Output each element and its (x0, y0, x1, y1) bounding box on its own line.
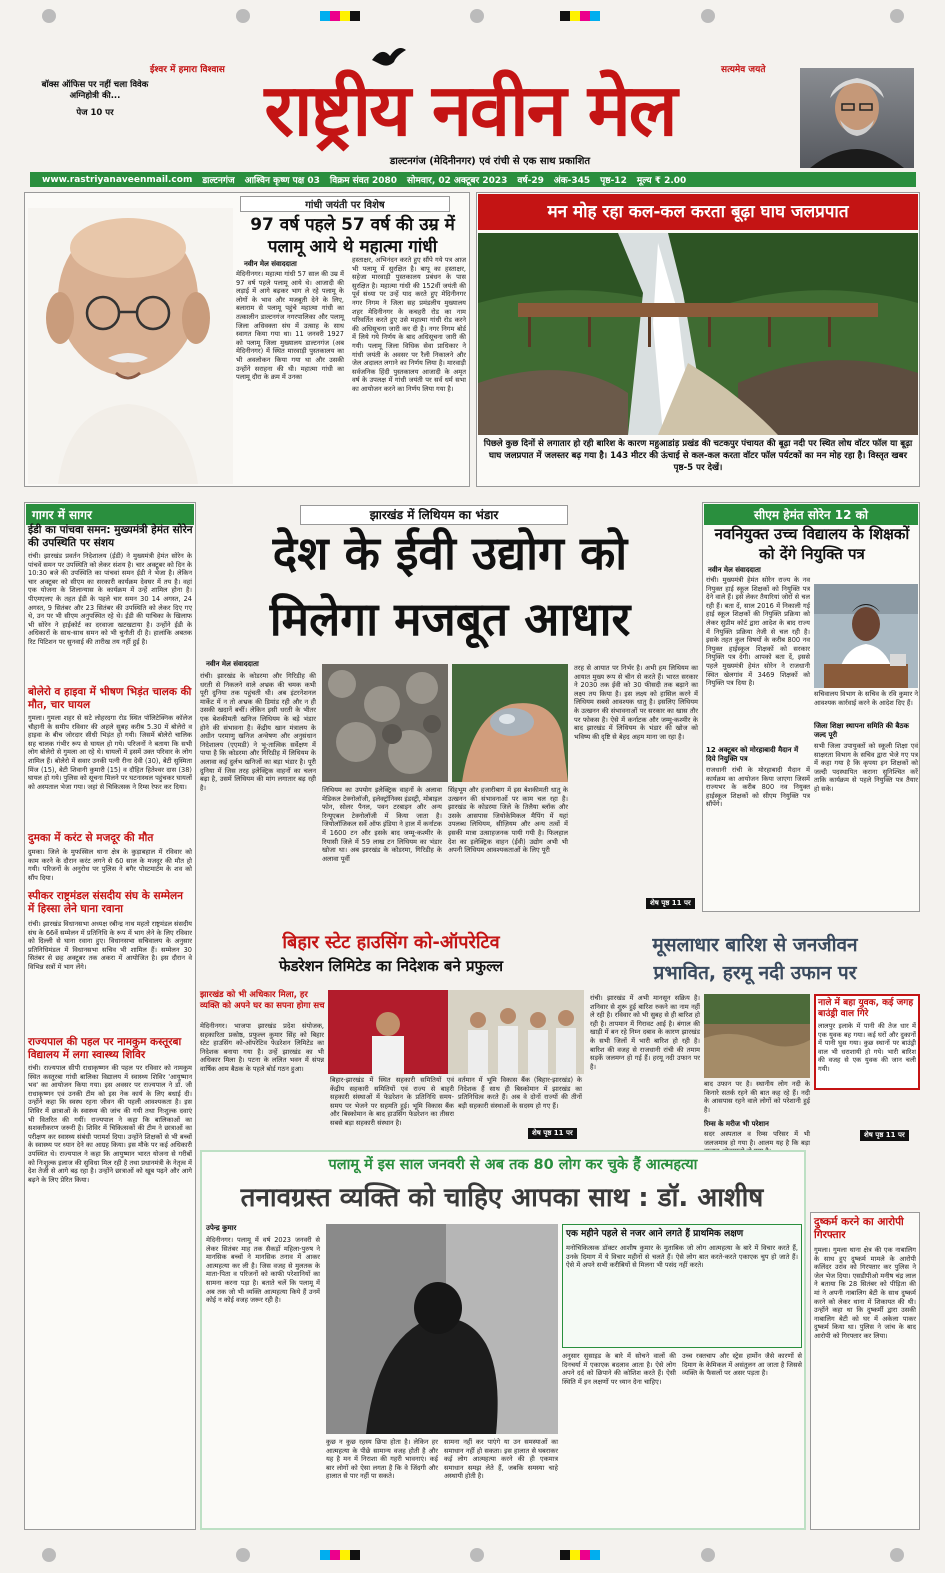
housing-subhead: झारखंड को भी अधिकार मिला, हर व्यक्ति को अपने घर का सपना होगा सच (200, 990, 325, 1011)
hemant-right-body: सचिवालय विभाग के सचिव के रवि कुमार ने आवश्यक कार्रवाई करने के आदेश दिए हैं। (814, 690, 918, 707)
brief-governor-body: रांची। राज्यपाल सीपी राधाकृष्णन की पहल पर रविवार को नामकुम स्थित कस्तूरबा गांधी बालिका विद्यालय में स्वास्थ्य शिविर 'आयुष्मान भव' का आयोजन किया गया। इस अवसर पर राज्यपाल ने डॉ. जी राधाकृष्णन एवं उनकी टीम को इस नेक कार्य के लिए बधाई दी। उन्होंने कहा कि स्वस्थ रहना जीवन की पहली आवश्यकता है। इस शिविर में छात्राओं के स्वास्थ्य की जांच की गयी तथा निःशुल्क दवाएं भी वितरित की गयीं। राज्यपाल ने कहा कि बालिकाओं का सशक्तीकरण जरूरी है। शिविर में चिकित्सकों की टीम ने छात्राओं का परीक्षण कर स्वास्थ्य संबंधी परामर्श दिया। उन्होंने शिक्षकों से भी बच्चों के स्वास्थ्य पर ध्यान देने का आग्रह किया। इस मौके पर कई अधिकारी उपस्थित थे। राज्यपाल ने कहा कि आयुष्मान भारत योजना से गरीबों को निःशुल्क इलाज की सुविधा मिल रही है तथा प्रधानमंत्री के नेतृत्व में देश तेजी से आगे बढ़ रहा है। उन्होंने छात्राओं को खूब पढ़ने और आगे बढ़ने के लिए प्रेरित किया। (28, 1064, 192, 1184)
waterfall-headline: मन मोह रहा कल-कल करता बूढ़ा घाघ जलप्रपात (478, 194, 918, 230)
brief-ed-summons-headline: ईडी का पांचवा समन: मुख्यमंत्री हेमंत सोरेन की उपस्थिति पर संशय (28, 524, 193, 549)
suicide-body4: अनुसार सुसाइड के बारे में सोचने वालों की दिनचर्या में एकाएक बदलाव आता है। ऐसे लोग अपने दर्द को छिपाने की कोशिश करते हैं। ऐसी स्थिति में इन लक्षणों पर ध्यान देना चाहिए। (562, 1352, 676, 1386)
hemant-subhead: 12 अक्टूबर को मोरहाबादी मैदान में दिये नियुक्ति पत्र (706, 746, 799, 763)
suicide-body5: उच्च रक्तचाप और स्ट्रेस हार्मोन जैसे कारणों से दिमाग के केमिकल में असंतुलन आ जाता है जिससे व्यक्ति के फैसलों पर असर पड़ता है। (682, 1352, 802, 1378)
lithium-body-col2: लिथियम का उपयोग इलेक्ट्रिक वाहनों के अलावा मेडिकल टेक्नोलॉजी, इलेक्ट्रॉनिक्स इंडस्ट्री, मोबाइल फोन, सोलर पैनल, पवन टरबाइन और अन्य रिन्यूएबल टेक्नोलॉजी में किया जाता है। जियोलॉजिकल सर्वे ऑफ इंडिया ने हाल में कर्नाटक में 1600 टन और इसके बाद जम्मू-कश्मीर के रियासी जिले में 59 लाख टन लिथियम का भंडार खोजा था। अब झारखंड के कोडरमा, गिरिडीह के अलावा पूर्वी (322, 786, 442, 863)
dateline-issue: अंक-345 (553, 176, 591, 186)
rain-flood-photo (704, 994, 810, 1078)
dateline-city: डाल्टनगंज (202, 176, 235, 186)
lithium-kicker: झारखंड में लिथियम का भंडार (300, 505, 568, 525)
housing-continued: शेष पृष्ठ 11 पर (528, 1128, 577, 1139)
registration-mark (236, 1548, 250, 1562)
gandhi-body-col2: हस्ताक्षर, अभिनंदन करते हुए सौंपे गये पत्र आज भी पलामू में सुरक्षित है। बापू का हस्ताक्षर, सहेजा मारवाड़ी पुस्तकालय प्रबंधन के पास सुरक्षित है। महात्मा गांधी की 152वीं जयंती की पूर्व संध्या पर उन्हें याद करते हुए मेदिनीनगर नगर निगम ने जिला सह प्रमंडलीय मुख्यालय शहर मेदिनीनगर के कचहरी रोड का नाम परिवर्तित करते हुए उसे महात्मा गांधी रोड करने की अधिसूचना जारी कर दी है। नगर निगम बोर्ड में लिये गये निर्णय के बाद अधिसूचना जारी की गयी। पलामू जिला विधिक सेवा प्राधिकार ने गांधी जयंती के अवसर पर रैली निकालने और जेल अदालत लगाने का निर्णय लिया है। मारवाड़ी सर्वजनिक हिंदी पुस्तकालय आजादी के अमृत वर्ष के उपलक्ष में गांधी जयंती पर सर्व धर्म सभा का आयोजन करने का निर्णय लिया गया है। (352, 256, 466, 393)
crime-headline: दुष्कर्म करने का आरोपी गिरफ्तार (814, 1216, 904, 1241)
waterfall-caption: पिछले कुछ दिनों से लगातार हो रही बारिश के कारण महुआडांड़ प्रखंड की चटकपुर पंचायत की बूढ़ा नदी पर स्थित लोध वॉटर फॉल या बूढ़ा घाघ जलप्रपात में जलस्तर बढ़ गया है। 143 मीटर की ऊंचाई से कल-कल करता वॉटर फॉल पर्यटकों का मन मोह रहा है। विस्तृत खबर पृष्ठ-5 पर देखें। (483, 439, 913, 473)
suicide-headline: तनावग्रस्त व्यक्ति को चाहिए आपका साथ : डॉ. आशीष (240, 1183, 764, 1213)
registration-mark (470, 9, 484, 23)
brief-dumka-headline: दुमका में करंट से मजदूर की मौत (28, 832, 154, 844)
left-column-section: गागर में सागर (26, 504, 194, 525)
dateline-tithi: आश्विन कृष्ण पक्ष 03 (244, 176, 320, 186)
suicide-photo (326, 1224, 558, 1434)
hemant-byline: नवीन मेल संवाददाता (708, 566, 761, 574)
suicide-byline: उपेन्द्र कुमार (206, 1224, 237, 1232)
gandhi-headline: 97 वर्ष पहले 57 वर्ष की उम्र में पलामू आये थे महात्मा गांधी (250, 215, 455, 257)
color-bar (320, 1550, 360, 1560)
housing-body1: मेदिनीनगर। भाजपा झारखंड प्रदेश संयोजक, सहकारिता प्रकोष्ठ, प्रफुल्ल कुमार सिंह को बिहार स्टेट हाउसिंग को-ऑपरेटिव फेडरेशन लिमिटेड का निदेशक बनाया गया है। उन्हें झारखंड का भी अधिकार मिला है। पटना के ललित भवन में संपन्न वार्षिक आम बैठक के पहले बोर्ड गठन हुआ। (200, 1022, 324, 1073)
registration-mark (42, 1548, 56, 1562)
brief-speaker-body: रांची। झारखंड विधानसभा अध्यक्ष रबीन्द्र नाथ महतो राष्ट्रमंडल संसदीय संघ के 66वें सम्मेलन में प्रतिनिधि के रूप में भाग लेने के लिए रविवार को दिल्ली से घाना रवाना हुए। विधानसभा सचिवालय के अनुसार प्रतिनिधिमंडल में विधानसभा सचिव भी शामिल हैं। सम्मेलन 30 सितंबर से छह अक्टूबर तक अकरा में आयोजित है। इस दौरान वे विभिन्न सत्रों में भाग लेंगे। (28, 920, 192, 971)
housing-headline-line1: बिहार स्टेट हाउसिंग को-ऑपरेटिव (282, 932, 500, 953)
housing-body2: बिहार-झारखंड में स्थित सहकारी समितियों एवं केंद्रीय सहकारी समितियों एवं राज्य से बाहरी सहकारी संस्थाओं में फेडरेशन के प्रतिनिधि समय-समय पर भेजने पर सहमति हुई। भूमि विकास बैंक और बिस्कोमान के बाद हाउसिंग फेडरेशन का तीसरा सबसे बड़ा सहकारी संस्थान है। (330, 1076, 454, 1127)
dateline-date: सोमवार, 02 अक्टूबर 2023 (407, 176, 508, 186)
lithium-body-col3: सिंहभूम और हजारीबाग में इस बेशकीमती धातु के उत्खनन की संभावनाओं पर काम चल रहा है। झारखंड के कोडरमा जिले के तिलैया ब्लॉक और उसके आसपास जियोकेमिकल मैपिंग में यहां उपलब्ध लिथियम, सीज़ियम और अन्य तत्वों में इसकी मात्रा उत्साहजनक पायी गयी है। फिलहाल देश का इलेक्ट्रिक वाहन (ईवी) उद्योग अभी भी अपनी लिथियम आवश्यकताओं के लिए पूरी (448, 786, 568, 855)
dateline-pages: पृष्ठ-12 (600, 176, 627, 186)
waterfall-photo (478, 233, 918, 435)
rain-sidebar-headline: नाले में बहा युवक, कई जगह बाउंड्री वाल गिरे (818, 998, 914, 1019)
suicide-body3: सामना नहीं कर पाएंगे या उन समस्याओं का समाधान नहीं हो सकता। इस हालात से घबराकर कई लोग आत्महत्या करने की ही एकमात्र समाधान समझ लेते हैं, जबकि समस्या चाहे अस्थायी होती है। (444, 1438, 558, 1481)
boxoffice-page: पेज 10 पर (76, 108, 114, 118)
dateline-samvat: विक्रम संवत 2080 (329, 176, 398, 186)
color-bar (560, 11, 600, 21)
hemant-section: सीएम हेमंत सोरेन 12 को (704, 504, 918, 525)
rain-sidebar-body: लालपुर इलाके में पानी की तेज धार में एक युवक बह गया। कई घरों और दुकानों में पानी घुस गया। कुछ स्थानों पर बाउंड्री वाल भी धराशायी हो गये। भारी बारिश की वजह से एक युवक की जान चली गयी। (818, 1022, 916, 1073)
gandhi-body-col1: मेदिनीनगर। महात्मा गांधी 57 साल की उम्र में 97 वर्ष पहले पलामू आये थे। आजादी की लड़ाई में आगे बढ़कर भाग ले रहे पलामू के लोगों के भाव और मजबूती देने के लिए, बलाराम से पलामू पहुंचे महात्मा गांधी का तत्कालीन डाल्टनगंज नगरपालिका और पलामू जिला अधिवक्ता संघ में उत्साह के साथ स्वागत किया गया था। 11 जनवरी 1927 को पलामू जिला मुख्यालय डाल्टनगंज (अब मेदिनीनगर) में स्थित मारवाड़ी पुस्तकालय का भी अवलोकन किया गया था और उसकी उन्होंने सराहना की थी। महात्मा गांधी का पलामू दौरा के क्रम में उनका (236, 270, 344, 382)
suicide-body2: कुछ न कुछ रहस्य छिपा होता है। लेकिन हर आत्महत्या के पीछे सामान्य वजह होती है और यह है मन में निराशा की गहरी भावनाएं। कई बार लोगों को ऐसा लगता है कि वे जिंदगी और हालात से पार नहीं पा सकते। (326, 1438, 438, 1481)
suicide-body1: मेदिनीनगर। पलामू में वर्ष 2023 जनवरी से लेकर सितंबर माह तक सैकड़ों महिला-पुरुष ने मानसिक बच्चों ने मानसिक तनाव में आकर आत्महत्या कर ली है। जिस वजह से मुलतक के माता-पिता व परिजनों को काफी परेशानियों का सामना करना पड़ा है। बताते चलें कि पलामू में अब तक जो भी व्यक्ति आत्महत्या किये हैं उनमें कोई न कोई वजह जरूर रही है। (206, 1236, 320, 1305)
brief-speaker-headline: स्पीकर राष्ट्रमंडल संसदीय संघ के सम्मेलन में हिस्सा लेने घाना रवाना (28, 890, 183, 915)
registration-mark (236, 9, 250, 23)
masthead-subtitle: डाल्टनगंज (मेदिनीनगर) एवं रांची से एक साथ प्रकाशित (389, 156, 591, 167)
gandhi-portrait-photo (28, 208, 233, 484)
rain-body3: सदर अस्पताल व रिम्स परिसर में भी जलजमाव हो गया है। आलम यह है कि बड़ा (704, 1130, 810, 1147)
registration-mark (470, 1548, 484, 1562)
masthead-title: राष्ट्रीय नवीन मेल (264, 68, 676, 152)
rain-headline-line2: प्रभावित, हरमू नदी उफान पर (653, 962, 857, 984)
housing-meeting-photo (328, 990, 584, 1074)
suicide-banner: पलामू में इस साल जनवरी से अब तक 80 लोग कर चुके हैं आत्महत्या (328, 1157, 698, 1173)
hemant-photo (814, 584, 918, 688)
dateline-price: मूल्य ₹ 2.00 (636, 176, 687, 186)
lithium-continued: शेष पृष्ठ 11 पर (646, 898, 695, 909)
registration-mark (701, 1548, 715, 1562)
registration-mark (701, 9, 715, 23)
hemant-body: रांची। मुख्यमंत्री हेमंत सोरेन राज्य के नव नियुक्त हाई स्कूल शिक्षकों को नियुक्ति पत्र देने वाले हैं। इसे लेकर तैयारियां जोरों से चल रही हैं। बता दें, साल 2016 में निकाली गई हाई स्कूल शिक्षकों की नियुक्ति प्रक्रिया को लेकर सुप्रीम कोर्ट द्वारा आदेश के बाद राज्य में नियुक्ति प्रक्रिया तेजी से चल रही है। इसके तहत कुल विषयों के करीब 800 नव नियुक्त हाईस्कूल शिक्षकों को सरकार नियुक्ति पत्र देगी। आपको बता दें, इससे पहले मुख्यमंत्री हेमंत सोरेन ने राजधानी स्थित खेलगांव में 3469 शिक्षकों को नियुक्ति पत्र दिया है। (706, 576, 810, 688)
hemant-headline: नवनियुक्त उच्च विद्यालय के शिक्षकों को देंगे नियुक्ति पत्र (714, 525, 910, 563)
dateline-year: वर्ष-29 (517, 176, 544, 186)
registration-mark (890, 9, 904, 23)
masthead-tagline-right: सत्यमेव जयते (721, 65, 766, 75)
hemant-subhead2: जिला शिक्षा स्थापना समिति की बैठक जल्द पूरी (814, 722, 909, 739)
registration-mark (890, 1548, 904, 1562)
masthead-portrait-photo (800, 68, 914, 168)
rain-body: रांची। झारखंड में अभी मानसून सक्रिय है। शनिवार से शुरू हुई बारिश रुकने का नाम नहीं ले रही है। रविवार को भी सुबह से ही बारिश हो रही है। तापमान में गिरावट आई है। बंगाल की खाड़ी में बन रहे निम्न दबाव के कारण झारखंड के सभी जिलों में भारी बारिश हो रही है। बारिश की वजह से राजधानी रांची की तमाम सड़कें जलमग्न हो गई हैं। हरमू नदी उफान पर है। (590, 994, 700, 1071)
lithium-body-col1: रांची। झारखंड के कोडरमा और गिरिडीह की धरती से निकलने वाले अभ्रक की चमक कभी पूरी दुनिया तक पहुंचती थी। अब इंटरनेशनल मार्केट में न तो अभ्रक की डिमांड रही और न ही उसकी खदानें बचीं। लेकिन इसी धरती के भीतर एक बेशकीमती खनिज लिथियम के बड़े भंडार होने की संभावना है। केंद्रीय खान मंत्रालय के अधीन परमाणु खनिज अन्वेषण और अनुसंधान निदेशालय (एएमडी) ने भू-तात्विक सर्वेक्षण में पाया है कि कोडरमा और गिरिडीह में लिथियम के अलावा कई दुर्लभ खनिजों का बड़ा भंडार है। पूरी दुनिया में जिस तरह इलेक्ट्रिक वाहनों का चलन बढ़ा है, उसमें लिथियम की मांग लगातार बढ़ रही है। (200, 672, 316, 792)
gandhi-byline: नवीन मेल संवाददाता (244, 260, 297, 268)
masthead-tagline-left: ईश्वर में हमारा विश्वास (150, 65, 225, 75)
brief-accident-body: गुमला। गुमला शहर से सटे लोहरदगा रोड स्थित पॉलिटेक्निक कॉलेज चौहानी के समीप रविवार की अहले सुबह करीब 5.30 में बोलेरो व हाइवा के बीच जोरदार सीधी भिड़ंत हो गयी। जिसमें बोलेरो चालिक सह चालक गंभीर रूप से घायल हो गये। परिजनों ने बताया कि सभी लोग बोलेरो से गुमला आ रहे थे। घायलों में इसमें उक्त परिवार के लोग शामिल हैं। बोलेरो में सवार उनकी पत्नी रीना देवी (30), बेटी सुस्मिता मिंज (15), बेटी शिवानी कुमारी (15) व दौहित हितेश्वर दास (38) घायल हो गये। पुलिस को सूचना मिलने पर घटनास्थल पहुंचकर घायलों को अस्पताल भेजा गया। जहां से चिकित्सक ने रिम्स रेफर कर दिया। (28, 714, 192, 791)
registration-mark (42, 9, 56, 23)
housing-body3: वर्तमान में भूमि विकास बैंक (बिहार-झारखंड) के निदेशक हैं साथ ही बिस्कोमान में झारखंड का प्रतिनिधित्व करते हैं। अब वे दोनों राज्यों की तीनों बड़ी सहकारी संस्थाओं के सदस्य हो गए हैं। (458, 1076, 582, 1110)
boxoffice-teaser[interactable] (30, 78, 160, 150)
brief-dumka-body: दुमका। जिले के मुफस्सिल थाना क्षेत्र के कुड़ाबहाल में रविवार को काम करने के दौरान करंट लगने से 60 साल के मजदूर की मौत हो गयी। परिजनों के अनुरोध पर पुलिस ने बगैर पोस्टमार्टम के शव को सौंप दिया। (28, 848, 192, 882)
boxoffice-teaser-text: बॉक्स ऑफिस पर नहीं चला विवेक अग्निहोत्री की... (41, 80, 149, 101)
rain-continued: शेष पृष्ठ 11 पर (860, 1130, 909, 1141)
lithium-ore-photo (322, 664, 448, 782)
rain-subhead: रिम्स के मरीज भी परेशान (704, 1120, 769, 1128)
suicide-sidebar-headline: एक महीने पहले से नजर आने लगते हैं प्राथमिक लक्षण (566, 1229, 744, 1239)
lithium-body-col4: तरह से आयात पर निर्भर है। अभी हम लिथियम का आयात मुख्य रूप से चीन से करते हैं। भारत सरकार ने 2030 तक ईवी को 30 फीसदी तक बढ़ाने का लक्ष्य तय किया है। इस लक्ष्य को हासिल करने में लिथियम सबसे आवश्यक धातु है। इसलिए लिथियम के उत्खनन की संभावनाओं पर सरकार का खास तौर पर फोकस है। ऐसे में कर्नाटक और जम्मू-कश्मीर के बाद झारखंड में लिथियम के भंडार की खोज को भविष्य की दृष्टि से बेहद अहम माना जा रहा है। (574, 664, 698, 741)
lithium-headline-line2: मिलेगा मजबूत आधार (269, 592, 631, 646)
dateline-bar (30, 172, 916, 187)
color-bar (560, 1550, 600, 1560)
dateline-website[interactable]: www.rastriyanaveenmail.com (42, 174, 193, 185)
hemant-body3: सभी जिला उपायुक्तों को स्कूली शिक्षा एवं साक्षरता विभाग के सचिव द्वारा भेजे गए पत्र में कहा गया है कि कृपया इन शिक्षकों को जल्दी पदस्थापित कराना सुनिश्चित करें ताकि कार्यक्रम से पहले नियुक्ति पत्र तैयार हो सके। (814, 742, 918, 793)
lithium-headline-line1: देश के ईवी उद्योग को (272, 526, 628, 580)
brief-governor-headline: राज्यपाल की पहल पर नामकुम कस्तूरबा विद्यालय में लगा स्वास्थ्य शिविर (28, 1036, 182, 1061)
housing-headline-line2: फेडरेशन लिमिटेड का निदेशक बने प्रफुल्ल (278, 957, 504, 975)
rain-body2: बाद उफान पर है। स्थानीय लोग नदी के किनारे सतर्क रहने की बात कह रहे हैं। नदी के आसपास रहने वाले लोगों को परेशानी हुई है। (704, 1080, 810, 1114)
gandhi-kicker: गांधी जयंती पर विशेष (240, 196, 450, 212)
hemant-body2: राजधानी रांची के मोरहाबादी मैदान में कार्यक्रम का आयोजन किया जाएगा जिसमें राज्यभर के करीब 800 नव नियुक्त हाईस्कूल शिक्षकों को सीएम नियुक्ति पत्र सौंपेंगे। (706, 766, 810, 809)
color-bar (320, 11, 360, 21)
crime-body: गुमला। गुमला थाना क्षेत्र की एक नाबालिग के साथ हुए दुष्कर्म मामले के आरोपी कलिंदर उरांव को गिरफ्तार कर पुलिस ने जेल भेज दिया। एसडीपीओ मनीष चंद्र लाल ने बताया कि 28 सितंबर को पीड़िता की मां ने अपनी नाबालिग बेटी के साथ दुष्कर्म करने को लेकर थाना में शिकायत की थी। उन्होंने कहा था कि दुष्कर्मी द्वारा उसकी नाबालिग बेटी को घर में अकेला पाकर दुष्कर्म किया था। पुलिस ने जांच के बाद आरोपी को गिरफ्तार कर लिया। (814, 1246, 916, 1340)
rain-headline-line1: मूसलाधार बारिश से जनजीवन (652, 934, 858, 956)
brief-accident-headline: बोलेरो व हाइवा में भीषण भिड़ंत चालक की मौत, चार घायल (28, 686, 192, 711)
lithium-hand-photo (452, 664, 568, 782)
brief-ed-summons-body: रांची। झारखंड प्रवर्तन निदेशालय (ईडी) ने मुख्यमंत्री हेमंत सोरेन के पांचवें समन पर उपस्थिति को लेकर संशय है। चार अक्टूबर को दिन के 10:30 बजे की उपस्थिति का पांचवां समन ईडी ने भेजा है। लेकिन चार अक्टूबर को सीएम का सरकारी कार्यक्रम देवघर में तय है। वहां एक योजना के शिलान्यास के कार्यक्रम में उन्हें शामिल होना है। पीएमएलए के तहत ईडी के पहले चार समन 30 14 अगस्त, 24 अगस्त, 9 सितंबर और 23 सितंबर की उपस्थिति को लेकर दिए गए थे, उन पर भी सीएम अनुपस्थित रहे थे। ईडी की याचिका के खिलाफ भी सोरेन ने हाईकोर्ट का दरवाजा खटखटाया है। उन्होंने ईडी के अधिकारों के साथ-साथ समन को भी चुनौती दी है। हालांकि अबतक रिट पिटिशन पर सुनवाई की तारीख तय नहीं हुई है। (28, 552, 192, 646)
lithium-byline: नवीन मेल संवाददाता (206, 660, 259, 668)
suicide-sidebar-body: मनोचिकित्सक डॉक्टर आशीष कुमार के मुताबिक जो लोग आत्महत्या के बारे में विचार करते हैं, उनके दिमाग में ये विचार महीनों से चलते हैं। ऐसे लोग बात करते-करते एकाएक चुप हो जाते हैं। ऐसे में अपने सभी करीबियों से मिलना भी पसंद नहीं करते। (566, 1244, 798, 1270)
